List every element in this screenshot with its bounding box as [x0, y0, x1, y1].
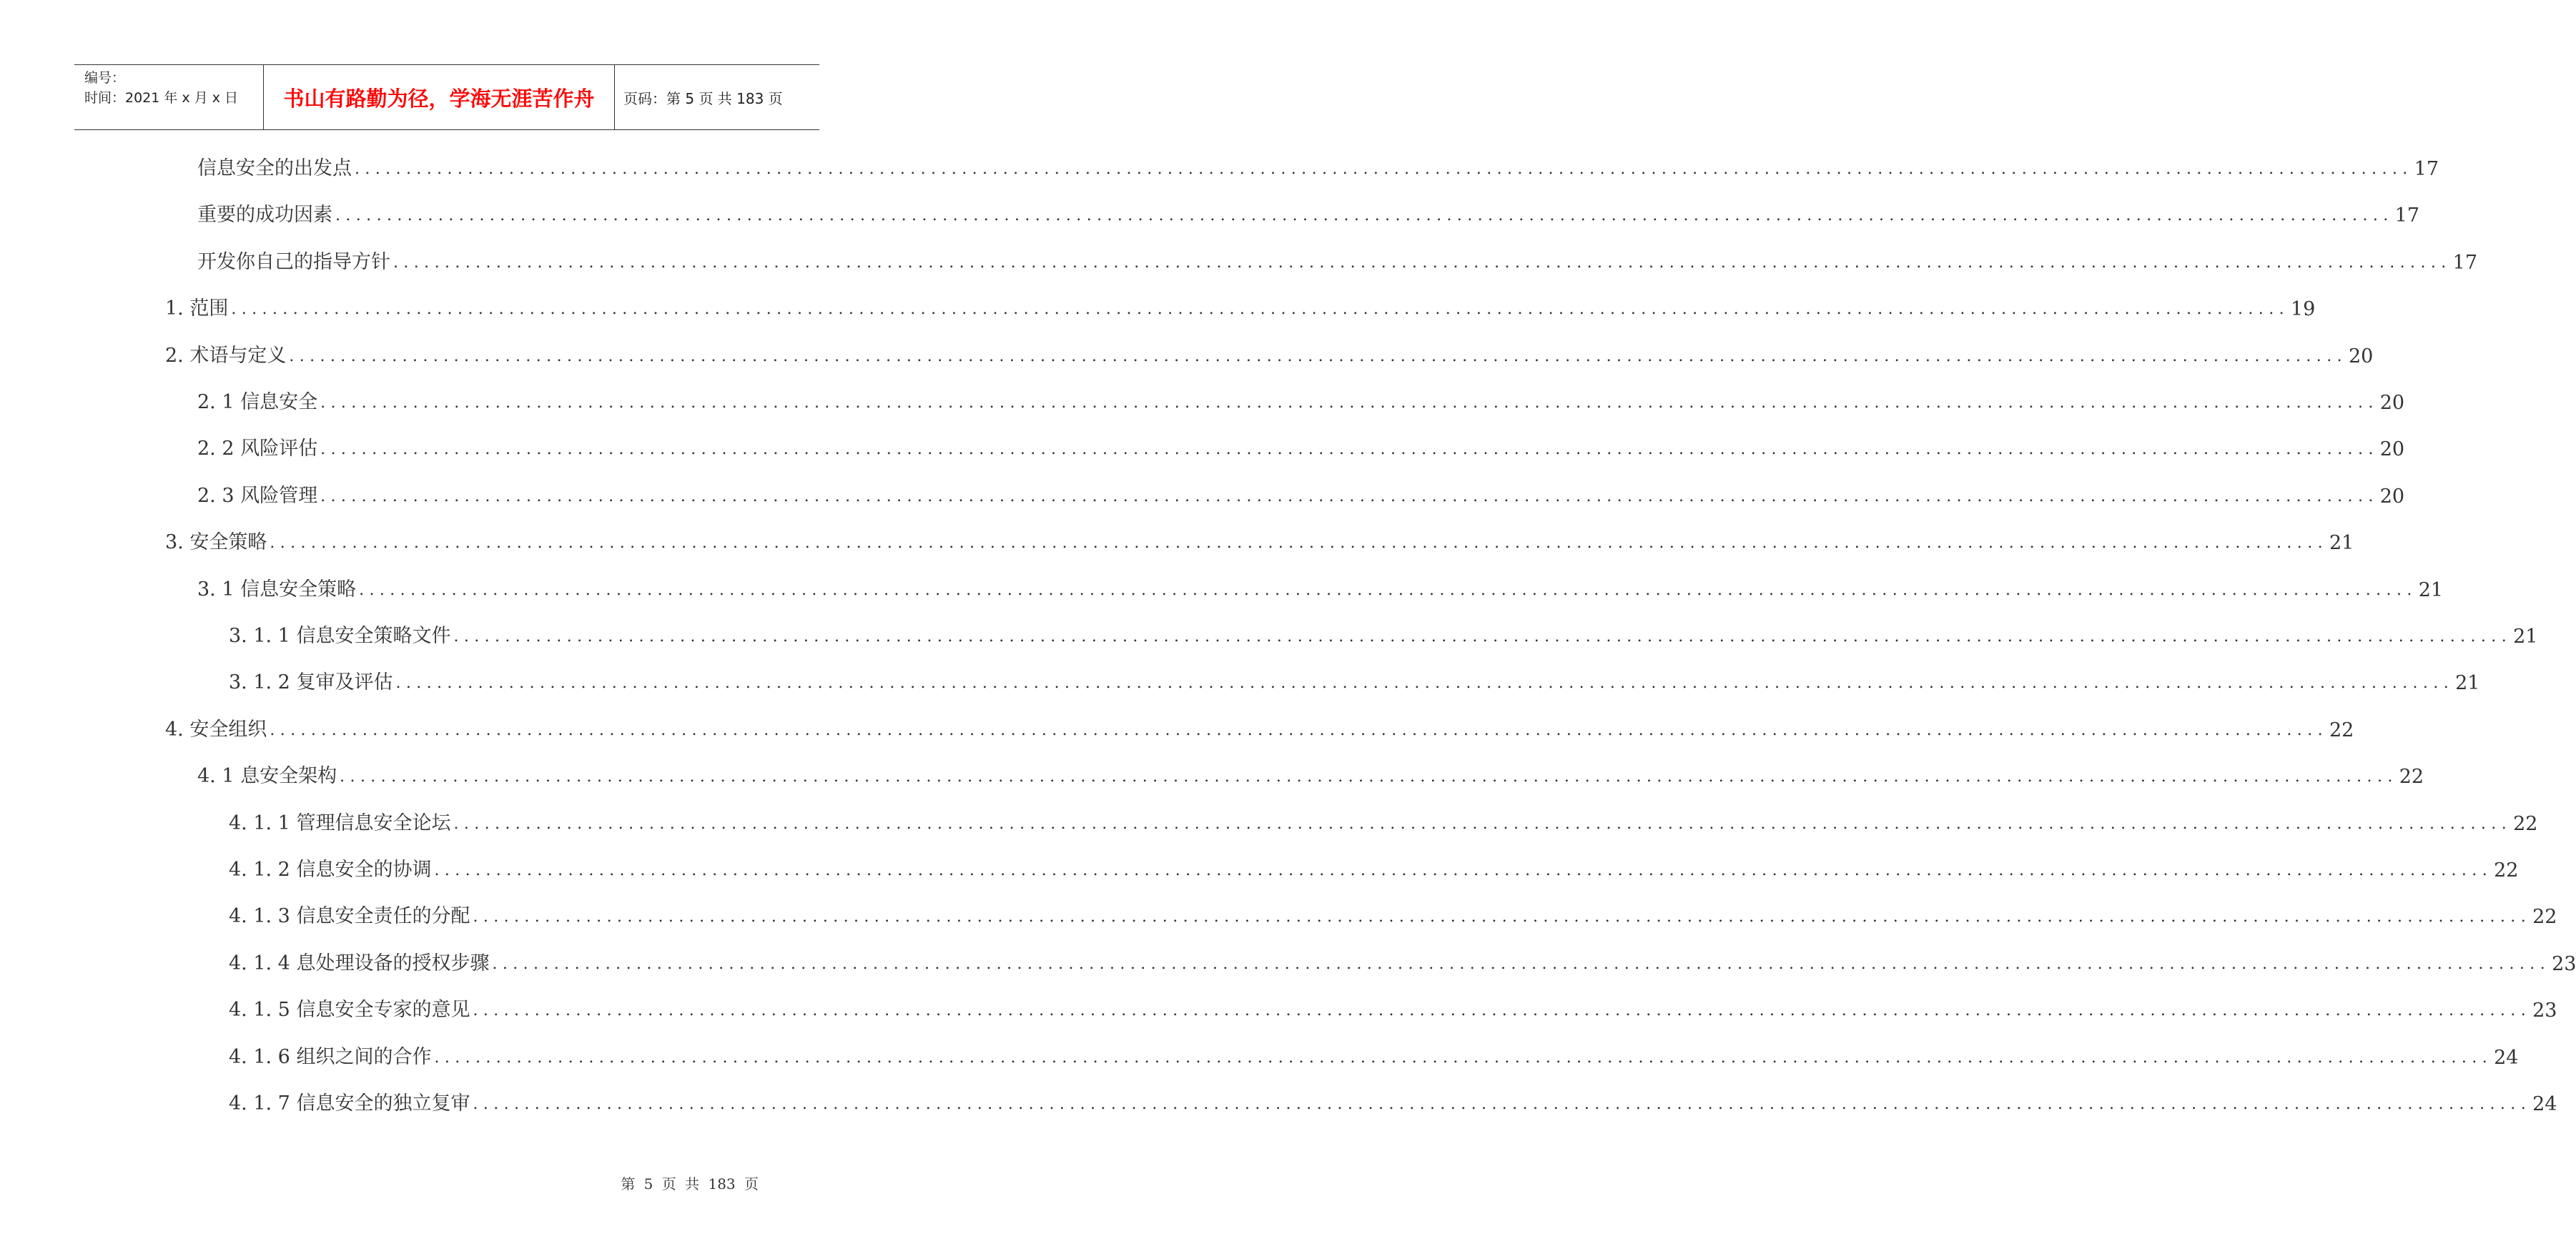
toc-entry[interactable]	[197, 759, 2424, 789]
toc-entry-page: 20	[2379, 392, 2405, 414]
toc-entry[interactable]	[229, 899, 2557, 929]
header-motto: 书山有路勤为径，学海无涯苦作舟	[264, 65, 615, 129]
toc-entry-page: 17	[2394, 204, 2419, 227]
toc-entry-label: 4. 1. 3 信息安全责任的分配	[229, 900, 473, 928]
toc-entry-page: 21	[2418, 578, 2444, 601]
toc-entry-label: 4. 1. 6 组织之间的合作	[229, 1041, 434, 1069]
toc-leader-dots: ........................................................................................................................................................................................................	[355, 160, 2413, 178]
toc-entry[interactable]	[229, 1040, 2519, 1069]
toc-leader-dots: ........................................................................................................................................................................................................	[320, 487, 2379, 505]
toc-entry[interactable]	[229, 993, 2557, 1022]
toc-entry-label: 3. 1 信息安全策略	[197, 573, 359, 601]
toc-entry-page: 22	[2329, 719, 2354, 741]
toc-entry-label: 4. 1. 2 信息安全的协调	[229, 854, 434, 882]
toc-leader-dots: ........................................................................................................................................................................................................	[453, 628, 2512, 646]
toc-leader-dots: ........................................................................................................................................................................................................	[359, 581, 2417, 599]
toc-leader-dots: ........................................................................................................................................................................................................	[270, 721, 2328, 739]
toc-leader-dots: ........................................................................................................................................................................................................	[289, 347, 2347, 365]
toc-entry-page: 22	[2513, 812, 2538, 835]
toc-leader-dots: ........................................................................................................................................................................................................	[320, 440, 2379, 459]
toc-entry-label: 3. 安全策略	[165, 526, 270, 554]
toc-leader-dots: ........................................................................................................................................................................................................	[434, 1048, 2493, 1067]
page-footer: 第 5 页 共 183 页	[621, 1175, 759, 1193]
toc-entry-label: 1. 范围	[165, 292, 231, 320]
toc-leader-dots: ........................................................................................................................................................................................................	[473, 1095, 2532, 1113]
toc-entry-label: 4. 1. 1 管理信息安全论坛	[229, 807, 453, 835]
toc-leader-dots: ........................................................................................................................................................................................................	[335, 207, 2394, 225]
toc-entry-label: 4. 1 息安全架构	[197, 760, 340, 788]
toc-entry-label: 2. 3 风险管理	[197, 480, 320, 508]
toc-entry-page: 23	[2532, 999, 2557, 1022]
toc-leader-dots: ........................................................................................................................................................................................................	[473, 908, 2532, 927]
toc-entry-label: 4. 1. 7 信息安全的独立复审	[229, 1087, 473, 1115]
header-page-info: 页码：第 5 页 共 183 页	[623, 89, 783, 107]
toc-entry-page: 22	[2494, 859, 2519, 882]
toc-entry-label: 4. 1. 4 息处理设备的授权步骤	[229, 947, 492, 975]
toc-entry-label: 2. 2 风险评估	[197, 433, 320, 460]
toc-entry[interactable]	[165, 339, 2374, 367]
toc-entry-label: 4. 安全组织	[165, 714, 270, 741]
toc-entry-page: 21	[2329, 532, 2354, 555]
toc-entry-page: 22	[2399, 766, 2424, 789]
toc-entry-label: 开发你自己的指导方针	[197, 246, 393, 274]
toc-leader-dots: ........................................................................................................................................................................................................	[395, 674, 2454, 693]
toc-entry-page: 20	[2379, 485, 2405, 508]
toc-entry[interactable]	[229, 947, 2576, 975]
toc-entry-page: 17	[2414, 158, 2439, 180]
toc-leader-dots: ........................................................................................................................................................................................................	[340, 768, 2398, 786]
header-time-label: 时间：2021 年 x 月 x 日	[84, 90, 239, 106]
toc-entry[interactable]	[229, 1087, 2557, 1115]
toc-entry-label: 2. 术语与定义	[165, 340, 289, 367]
toc-leader-dots: ........................................................................................................................................................................................................	[492, 954, 2551, 973]
toc-leader-dots: ........................................................................................................................................................................................................	[393, 253, 2452, 272]
page-header	[74, 64, 819, 130]
toc-entry[interactable]	[197, 198, 2419, 227]
toc-leader-dots: ........................................................................................................................................................................................................	[434, 861, 2493, 879]
toc-entry[interactable]	[197, 245, 2477, 274]
toc-entry-page: 24	[2494, 1046, 2519, 1069]
toc-entry[interactable]	[197, 385, 2405, 414]
toc-entry-label: 3. 1. 2 复审及评估	[229, 666, 395, 694]
toc-entry[interactable]	[229, 806, 2538, 835]
toc-leader-dots: ........................................................................................................................................................................................................	[473, 1002, 2532, 1020]
toc-entry-page: 20	[2348, 345, 2374, 367]
toc-entry-page: 21	[2455, 672, 2480, 695]
toc-entry-label: 信息安全的出发点	[197, 152, 355, 180]
toc-entry-page: 24	[2532, 1093, 2557, 1115]
toc-entry-label: 4. 1. 5 信息安全专家的意见	[229, 994, 473, 1022]
toc-entry[interactable]	[229, 853, 2519, 882]
toc-entry[interactable]	[197, 479, 2405, 508]
toc-leader-dots: ........................................................................................................................................................................................................	[231, 300, 2289, 319]
toc-leader-dots: ........................................................................................................................................................................................................	[453, 814, 2512, 833]
header-meta	[74, 65, 264, 129]
toc-entry[interactable]	[197, 432, 2405, 461]
toc-entry[interactable]	[165, 525, 2354, 555]
toc-entry-page: 19	[2290, 298, 2316, 321]
toc-entry-label: 3. 1. 1 信息安全策略文件	[229, 620, 453, 648]
toc-leader-dots: ........................................................................................................................................................................................................	[270, 534, 2328, 553]
toc-entry[interactable]	[197, 152, 2439, 180]
toc-entry[interactable]	[229, 619, 2538, 648]
toc-entry-page: 17	[2452, 251, 2477, 274]
toc-entry-page: 23	[2552, 952, 2576, 975]
toc-entry-page: 21	[2513, 626, 2538, 648]
toc-leader-dots: ........................................................................................................................................................................................................	[320, 394, 2379, 412]
toc-entry-label: 重要的成功因素	[197, 199, 335, 227]
toc-entry[interactable]	[229, 666, 2480, 695]
toc-entry-label: 2. 1 信息安全	[197, 386, 320, 414]
toc-entry-page: 20	[2379, 438, 2405, 461]
toc-entry[interactable]	[197, 573, 2444, 601]
toc-entry[interactable]	[165, 292, 2316, 321]
toc-entry[interactable]	[165, 713, 2354, 741]
header-number-label: 编号：	[84, 70, 126, 86]
toc-entry-page: 22	[2532, 906, 2557, 929]
